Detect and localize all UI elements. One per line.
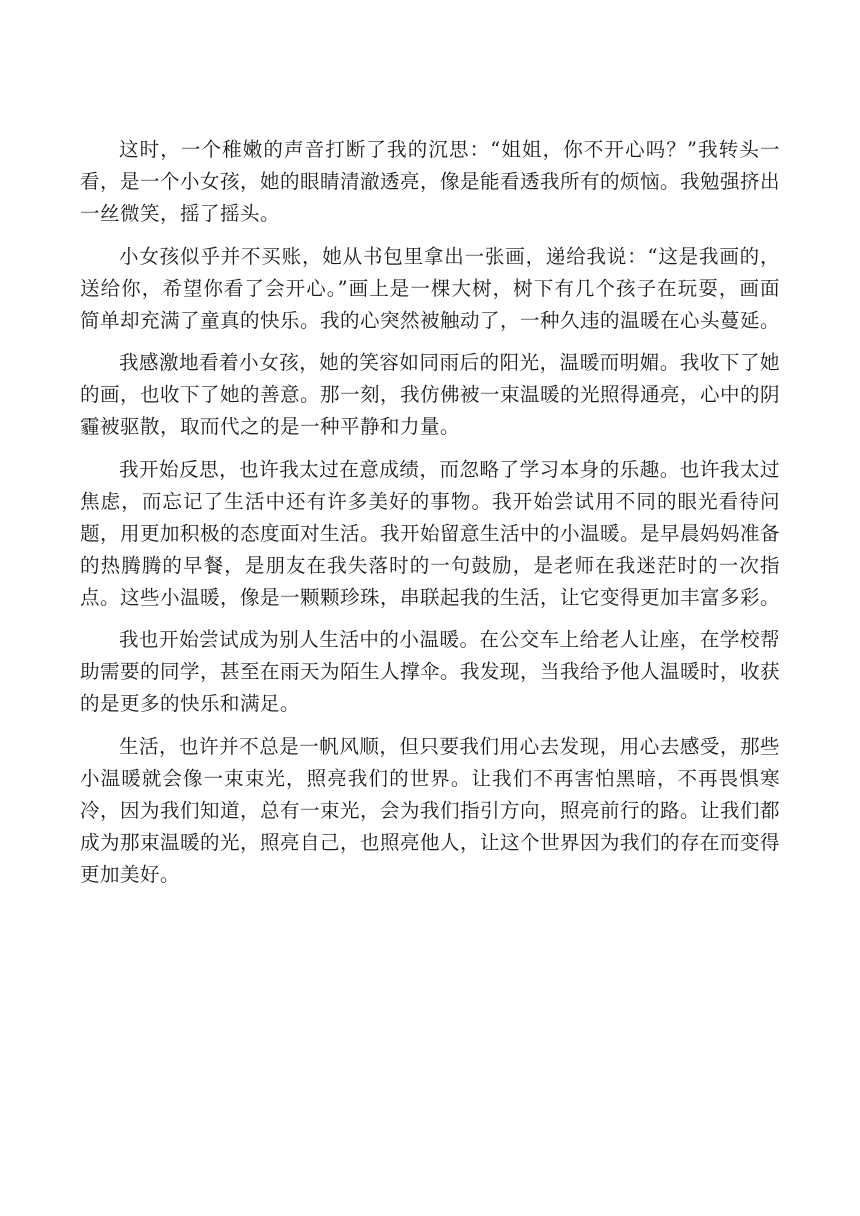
paragraph-2: 小女孩似乎并不买账，她从书包里拿出一张画，递给我说：“这是我画的，送给你，希望你看了会开心。”画上是一棵大树，树下有几个孩子在玩耍，画面简单却充满了童真的快乐。我的心突然被触动了，一种久违的温暖在心头蔓延。 <box>80 244 781 332</box>
paragraph-3: 我感激地看着小女孩，她的笑容如同雨后的阳光，温暖而明媚。我收下了她的画，也收下了她的善意。那一刻，我仿佛被一束温暖的光照得通亮，心中的阴霾被驱散，取而代之的是一种平静和力量。 <box>80 351 781 438</box>
paragraph-6: 生活，也许并不总是一帆风顺，但只要我们用心去发现，用心去感受，那些小温暖就会像一束束光，照亮我们的世界。让我们不再害怕黑暗，不再畏惧寒冷，因为我们知道，总有一束光，会为我们指引方向，照亮前行的路。让我们都成为那束温暖的光，照亮自己，也照亮他人，让这个世界因为我们的存在而变得更加美好。 <box>80 734 781 886</box>
document-body <box>80 134 780 891</box>
paragraph-5: 我也开始尝试成为别人生活中的小温暖。在公交车上给老人让座，在学校帮助需要的同学，甚至在雨天为陌生人撑伞。我发现，当我给予他人温暖时，收获的是更多的快乐和满足。 <box>80 628 781 715</box>
paragraph-4: 我开始反思，也许我太过在意成绩，而忽略了学习本身的乐趣。也许我太过焦虑，而忘记了生活中还有许多美好的事物。我开始尝试用不同的眼光看待问题，用更加积极的态度面对生活。我开始留意生活中的小温暖。是早晨妈妈准备的热腾腾的早餐，是朋友在我失落时的一句鼓励，是老师在我迷茫时的一次指点。这些小温暖，像是一颗颗珍珠，串联起我的生活，让它变得更加丰富多彩。 <box>80 457 781 609</box>
paragraph-1: 这时，一个稚嫩的声音打断了我的沉思：“姐姐，你不开心吗？”我转头一看，是一个小女孩，她的眼睛清澈透亮，像是能看透我所有的烦恼。我勉强挤出一丝微笑，摇了摇头。 <box>80 138 781 225</box>
